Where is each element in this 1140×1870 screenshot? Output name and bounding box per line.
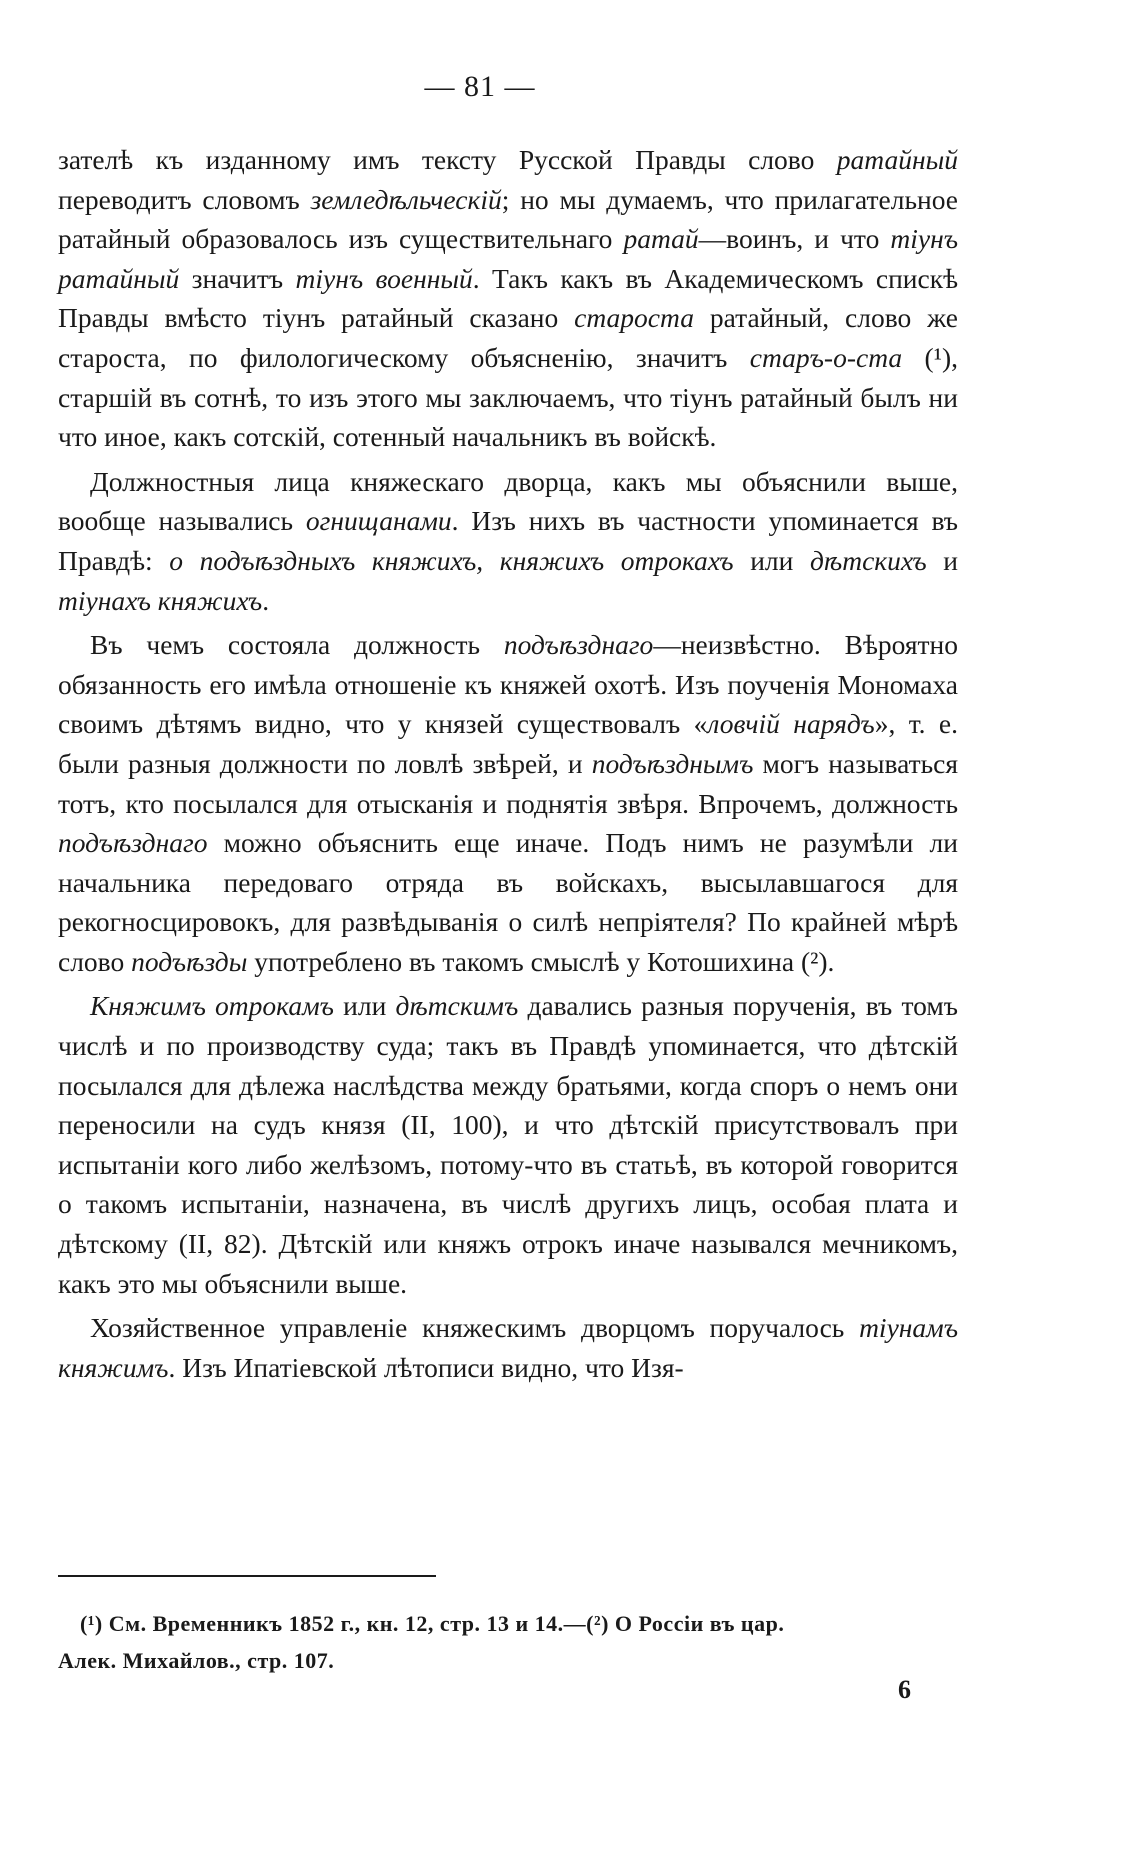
footnote-divider (58, 1575, 436, 1577)
italic-term: тіунамъ княжимъ (58, 1312, 958, 1383)
paragraph (58, 140, 958, 457)
italic-term: ратайный (836, 144, 958, 175)
italic-term: огнищанами (305, 505, 452, 537)
text-run: », т. е. были разныя должности по ловлѣ звѣрей, и (58, 708, 958, 779)
body-text (58, 140, 958, 1392)
italic-term: старъ-о-ста (749, 341, 903, 373)
italic-term: ловчій нарядъ (707, 708, 875, 740)
paragraph (58, 986, 958, 1303)
paragraph (58, 462, 958, 620)
text-run: Должностныя лица княжескаго дворца, какъ мы объяснили выше, вообще назывались (58, 465, 958, 537)
text-run: —неизвѣстно. Вѣроятно обязанность его имѣла отношеніе къ княжей охотѣ. Изъ поученія Мономаха своимъ дѣтямъ видно, что у князей существовалъ « (58, 629, 959, 740)
italic-term: земледѣльческій (310, 183, 502, 215)
italic-term: подъѣзды (131, 945, 248, 977)
italic-term: подъѣзднаго (503, 629, 654, 661)
italic-term: дѣтскимъ (395, 990, 519, 1022)
italic-term: дѣтскихъ (809, 544, 927, 576)
footnote-line: (¹) См. Временникъ 1852 г., кн. 12, стр. 13 и 14.—(²) О Россіи въ цар. (80, 1611, 785, 1636)
italic-term: тіунъ ратайный (58, 223, 958, 294)
text-run: (¹), старшій въ сотнѣ, то изъ этого мы заключаемъ, что тіунъ ратайный былъ ни что иное, какъ сотскій, сотенный начальникъ въ войскѣ. (58, 341, 958, 453)
italic-term: о подъѣздныхъ княжихъ, княжихъ отрокахъ (169, 544, 734, 576)
text-run: Хозяйственное управленіе княжескимъ дворцомъ поручалось (90, 1312, 860, 1344)
paragraph (58, 1308, 958, 1387)
text-run: ; но мы думаемъ, что прилагательное ратайный образовалось изъ существительнаго (58, 183, 958, 255)
text-run: или (733, 544, 810, 576)
italic-term: тіунъ военный (295, 262, 473, 294)
footnote-line: Алек. Михайлов., стр. 107. (58, 1648, 335, 1673)
text-run: значитъ (179, 262, 296, 294)
text-run: могъ называться тотъ, кто посылался для отысканія и поднятія звѣря. Впрочемъ, должность (58, 747, 958, 819)
italic-term: староста (574, 302, 694, 334)
text-run: Въ чемъ состояла должность (90, 629, 504, 661)
text-run: . Такъ какъ въ Академическомъ спискѣ Правды вмѣсто тіунъ ратайный сказано (58, 262, 958, 334)
italic-term: подъѣзднаго (58, 827, 208, 859)
text-run: можно объяснить еще иначе. Подъ нимъ не разумѣли ли начальника передоваго отряда въ войскахъ, высылавшагося для рекогносцировокъ, для развѣдыванія о силѣ непріятеля? По крайней мѣрѣ слово (58, 827, 958, 977)
signature-mark: 6 (898, 1675, 911, 1704)
text-run: и (926, 544, 958, 576)
italic-term: ратай (623, 223, 699, 255)
text-run: переводитъ словомъ (58, 183, 311, 215)
text-run: . Изъ Ипатіевской лѣтописи видно, что Изя- (168, 1351, 684, 1383)
footnotes (58, 1605, 958, 1679)
text-run: —воинъ, и что (698, 223, 891, 255)
text-run: или (333, 990, 396, 1022)
text-run: зателѣ къ изданному имъ тексту Русской Правды слово (58, 144, 837, 175)
page-number: — 81 — (424, 70, 536, 103)
text-run: употреблено въ такомъ смыслѣ у Котошихина (²). (247, 945, 835, 977)
italic-term: подъѣзднымъ (591, 747, 754, 779)
text-run: давались разныя порученія, въ томъ числѣ и по производству суда; такъ въ Правдѣ упоминается, что дѣтскій посылался для дѣлежа наслѣдства между братьями, когда споръ о немъ они переносили на судъ князя (II, 100), и что дѣтскій присутствовалъ при испытаніи кого либо желѣзомъ, потому-что въ статьѣ, въ которой говорится о такомъ испытаніи, назначена, въ числѣ другихъ лицъ, особая плата и дѣтскому (II, 82). Дѣтскій или княжъ отрокъ иначе назывался мечникомъ, какъ это мы объяснили выше. (58, 990, 958, 1299)
text-run: . (262, 584, 270, 616)
italic-term: тіунахъ княжихъ (58, 584, 263, 616)
paragraph (58, 625, 958, 981)
text-run: ратайный, слово же староста, по филологическому объясненію, значитъ (58, 302, 959, 373)
text-run: . Изъ нихъ въ частности упоминается въ Правдѣ: (58, 505, 958, 576)
italic-term: Княжимъ отрокамъ (90, 990, 334, 1022)
